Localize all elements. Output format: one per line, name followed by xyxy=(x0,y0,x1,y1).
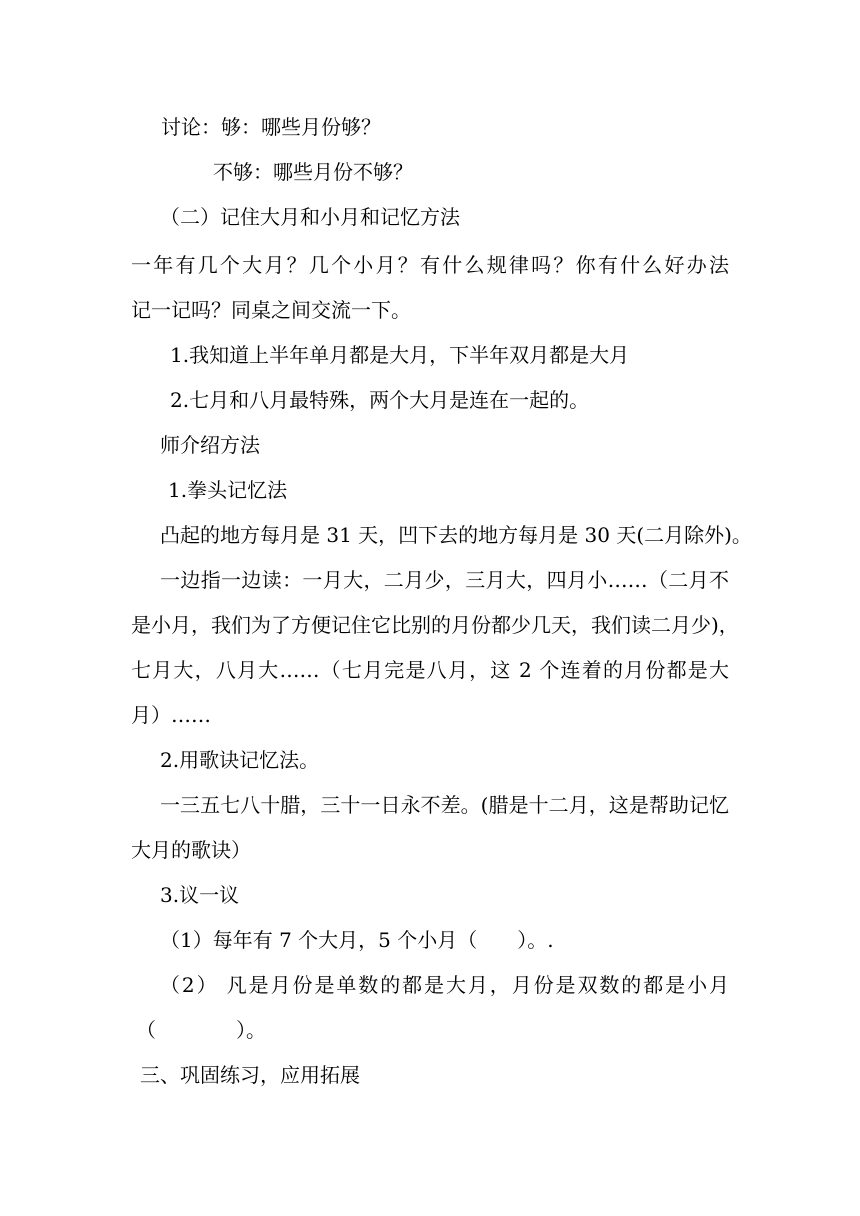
section-heading-memory-methods: （二）记住大月和小月和记忆方法 xyxy=(160,205,460,229)
reading-paragraph-line-1: 一边指一边读：一月大，二月少，三月大，四月小……（二月不 xyxy=(160,568,729,592)
reading-paragraph-line-4: 月）…… xyxy=(131,703,211,727)
judge-item-2-line-1: （2） 凡是月份是单数的都是大月，月份是双数的都是小月 xyxy=(160,973,729,997)
judge-item-1: （1）每年有 7 个大月，5 个小月（ ）。. xyxy=(160,928,554,952)
method-2-heading: 2.用歌诀记忆法。 xyxy=(160,748,320,772)
question-paragraph-line-2: 记一记吗？同桌之间交流一下。 xyxy=(131,298,411,322)
section-three-heading: 三、巩固练习，应用拓展 xyxy=(140,1063,360,1087)
rhyme-line-1: 一三五七八十腊，三十一日永不差。(腊是十二月，这是帮助记忆 xyxy=(160,793,729,817)
judge-item-2-line-2: （ ）。 xyxy=(136,1018,266,1042)
discussion-line: 讨论：够：哪些月份够？ xyxy=(161,115,381,139)
question-paragraph-line-1: 一年有几个大月？几个小月？有什么规律吗？你有什么好办法 xyxy=(131,253,729,277)
fist-method-description: 凸起的地方每月是 31 天，凹下去的地方每月是 30 天(二月除外)。 xyxy=(160,523,752,547)
discussion-not-enough-line: 不够：哪些月份不够？ xyxy=(213,160,413,184)
student-answer-1: 1.我知道上半年单月都是大月，下半年双月都是大月 xyxy=(170,343,630,367)
method-1-heading: 1.拳头记忆法 xyxy=(168,478,288,502)
reading-paragraph-line-3: 七月大，八月大……（七月完是八月，这 2 个连着的月份都是大 xyxy=(131,658,729,682)
discuss-heading: 3.议一议 xyxy=(160,883,240,907)
teacher-intro-heading: 师介绍方法 xyxy=(160,433,260,457)
student-answer-2: 2.七月和八月最特殊，两个大月是连在一起的。 xyxy=(170,388,590,412)
reading-paragraph-line-2: 是小月，我们为了方便记住它比别的月份都少几天，我们读二月少)， xyxy=(131,613,739,637)
rhyme-line-2: 大月的歌诀） xyxy=(131,838,251,862)
